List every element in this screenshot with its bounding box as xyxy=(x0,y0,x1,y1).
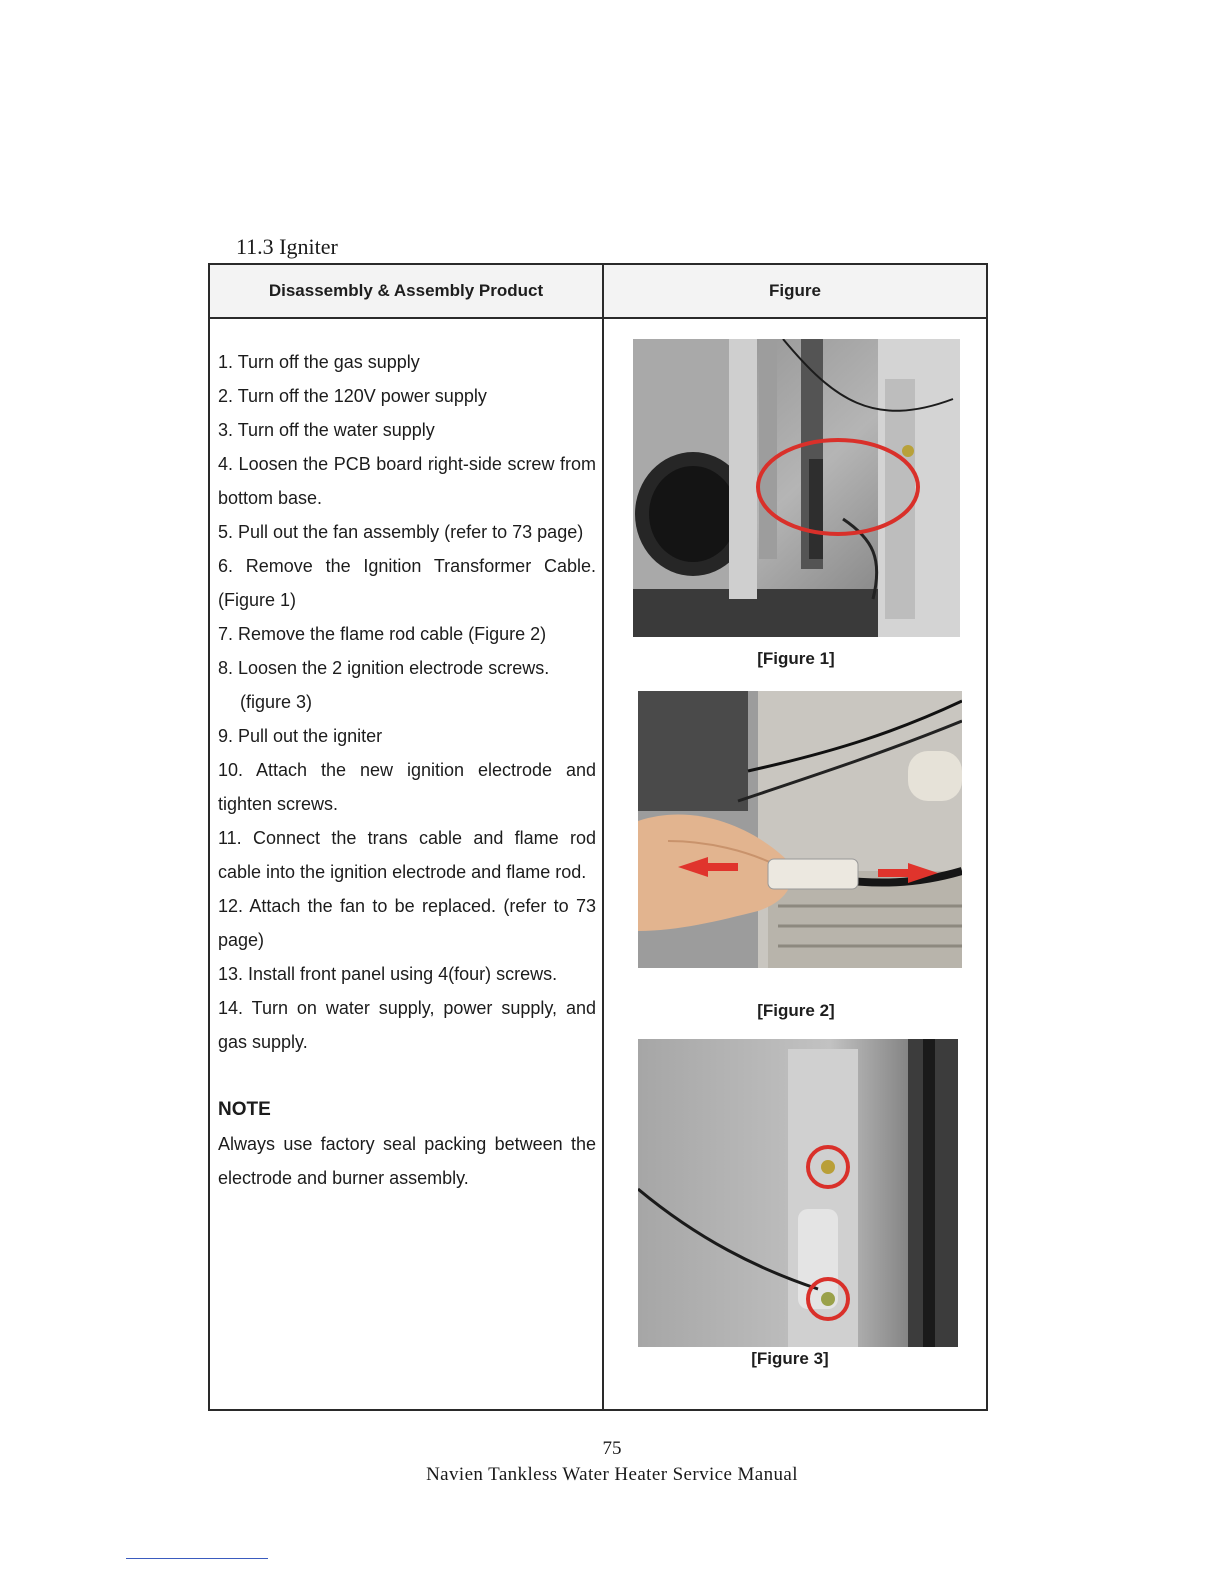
header-disassembly: Disassembly & Assembly Product xyxy=(268,281,544,300)
step-item: 13. Install front panel using 4(four) screws. xyxy=(218,964,558,984)
figure-1-photo xyxy=(633,339,960,637)
footer-title: Navien Tankless Water Heater Service Manual xyxy=(426,1464,798,1485)
step-item: 7. Remove the flame rod cable (Figure 2) xyxy=(218,624,547,644)
figure-2-photo xyxy=(638,691,962,968)
steps-list xyxy=(218,345,596,1195)
step-item: (figure 3) xyxy=(240,692,313,712)
step-item: 2. Turn off the 120V power supply xyxy=(218,386,487,406)
figure-2-illustration xyxy=(638,691,962,968)
column-divider xyxy=(602,265,604,1409)
figure-3-illustration xyxy=(638,1039,958,1347)
step-item: 14. Turn on water supply, power supply, and gas supply. xyxy=(218,998,596,1052)
figure-2-caption: [Figure 2] xyxy=(757,1001,835,1020)
step-item: 12. Attach the fan to be replaced. (refer to 73 page) xyxy=(218,896,596,950)
figure-1-caption: [Figure 1] xyxy=(757,649,835,668)
step-item: 10. Attach the new ignition electrode and tighten screws. xyxy=(218,760,596,814)
footnote-rule xyxy=(126,1558,268,1559)
procedure-table xyxy=(208,263,988,1411)
header-figure: Figure xyxy=(769,281,821,300)
figure-3-photo xyxy=(638,1039,958,1347)
step-item: 4. Loosen the PCB board right-side screw from bottom base. xyxy=(218,454,596,508)
step-item: 8. Loosen the 2 ignition electrode screws. xyxy=(218,658,550,678)
figure-1-illustration xyxy=(633,339,960,637)
note-label: NOTE xyxy=(218,1099,271,1120)
step-item: 9. Pull out the igniter xyxy=(218,726,383,746)
step-item: 6. Remove the Ignition Transformer Cable. (Figure 1) xyxy=(218,556,596,610)
figure-3-caption: [Figure 3] xyxy=(751,1349,829,1368)
step-item: 11. Connect the trans cable and flame rod cable into the ignition electrode and flame rod. xyxy=(218,828,596,882)
table-header-row xyxy=(210,265,986,319)
step-item: 5. Pull out the fan assembly (refer to 73 page) xyxy=(218,522,584,542)
page-number: 75 xyxy=(602,1438,622,1459)
step-item: 1. Turn off the gas supply xyxy=(218,352,420,372)
step-item: 3. Turn off the water supply xyxy=(218,420,435,440)
note-text: Always use factory seal packing between the electrode and burner assembly. xyxy=(218,1134,596,1188)
section-title: 11.3 Igniter xyxy=(236,234,338,259)
